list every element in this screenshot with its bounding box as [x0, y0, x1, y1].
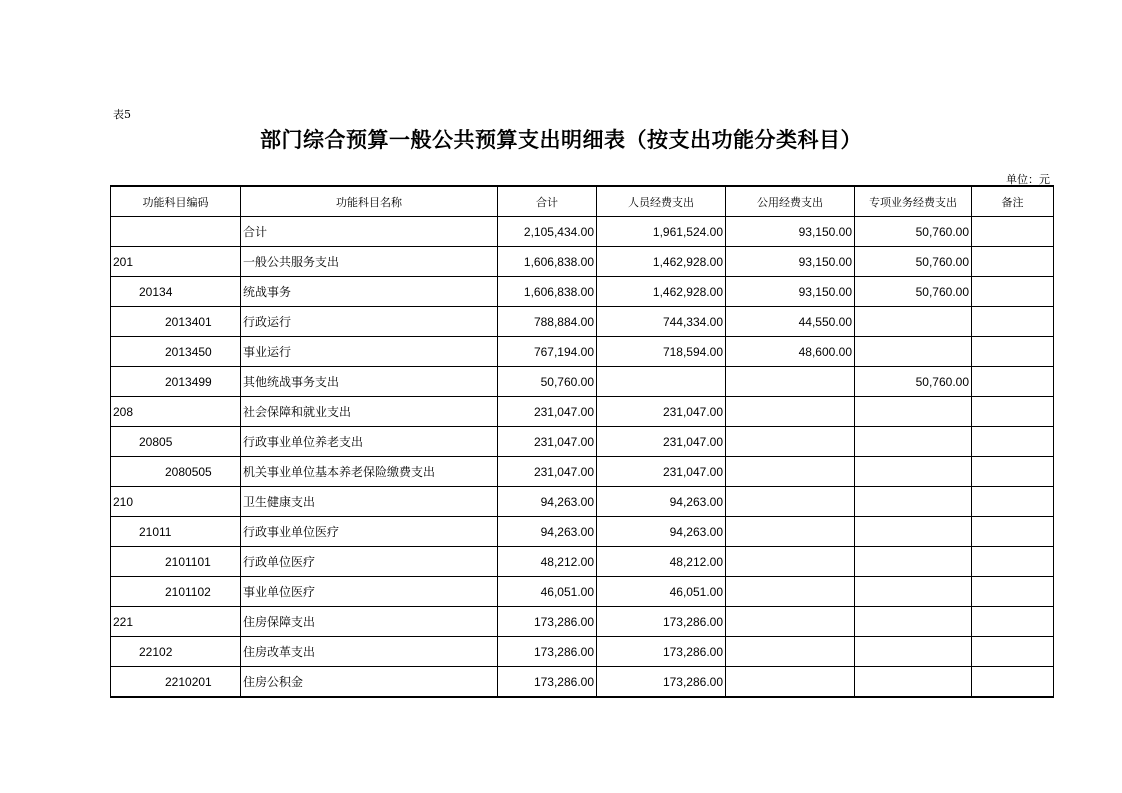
cell-special: 50,760.00 [855, 277, 972, 307]
table-row [111, 307, 1054, 337]
page-title: 部门综合预算一般公共预算支出明细表（按支出功能分类科目） [260, 128, 862, 152]
cell-remark [972, 577, 1054, 607]
header-total: 合计 [498, 186, 597, 217]
cell-personnel: 94,263.00 [597, 517, 726, 547]
cell-personnel: 231,047.00 [597, 397, 726, 427]
table-row [111, 337, 1054, 367]
cell-total: 173,286.00 [498, 667, 597, 698]
cell-total: 94,263.00 [498, 487, 597, 517]
cell-total: 2,105,434.00 [498, 217, 597, 247]
cell-remark [972, 217, 1054, 247]
cell-public [726, 517, 855, 547]
cell-total: 1,606,838.00 [498, 277, 597, 307]
cell-public [726, 577, 855, 607]
budget-table [110, 185, 1054, 698]
cell-total: 94,263.00 [498, 517, 597, 547]
header-remark: 备注 [972, 186, 1054, 217]
header-special: 专项业务经费支出 [855, 186, 972, 217]
cell-personnel [597, 367, 726, 397]
cell-public: 93,150.00 [726, 217, 855, 247]
cell-special: 50,760.00 [855, 367, 972, 397]
cell-name: 一般公共服务支出 [241, 247, 498, 277]
cell-total: 173,286.00 [498, 637, 597, 667]
cell-code: 2101102 [111, 577, 241, 607]
cell-special [855, 607, 972, 637]
cell-remark [972, 427, 1054, 457]
cell-name: 住房公积金 [241, 667, 498, 698]
cell-name: 统战事务 [241, 277, 498, 307]
cell-personnel: 46,051.00 [597, 577, 726, 607]
cell-public [726, 547, 855, 577]
cell-special [855, 307, 972, 337]
table-row [111, 487, 1054, 517]
table-row [111, 607, 1054, 637]
table-row [111, 637, 1054, 667]
table-row [111, 247, 1054, 277]
cell-public [726, 427, 855, 457]
cell-total: 46,051.00 [498, 577, 597, 607]
header-name: 功能科目名称 [241, 186, 498, 217]
cell-remark [972, 607, 1054, 637]
cell-code: 210 [111, 487, 241, 517]
cell-name: 住房改革支出 [241, 637, 498, 667]
cell-public: 93,150.00 [726, 247, 855, 277]
cell-personnel: 1,462,928.00 [597, 277, 726, 307]
cell-name: 社会保障和就业支出 [241, 397, 498, 427]
cell-name: 行政事业单位养老支出 [241, 427, 498, 457]
cell-personnel: 94,263.00 [597, 487, 726, 517]
cell-total: 788,884.00 [498, 307, 597, 337]
cell-code: 22102 [111, 637, 241, 667]
cell-special [855, 397, 972, 427]
cell-special [855, 427, 972, 457]
cell-name: 行政事业单位医疗 [241, 517, 498, 547]
header-code: 功能科目编码 [111, 186, 241, 217]
cell-public [726, 487, 855, 517]
table-row [111, 517, 1054, 547]
cell-personnel: 231,047.00 [597, 457, 726, 487]
cell-code: 2101101 [111, 547, 241, 577]
cell-public: 44,550.00 [726, 307, 855, 337]
table-row [111, 457, 1054, 487]
cell-remark [972, 367, 1054, 397]
cell-public [726, 667, 855, 698]
cell-code: 21011 [111, 517, 241, 547]
cell-special [855, 547, 972, 577]
cell-code: 2013450 [111, 337, 241, 367]
cell-special [855, 457, 972, 487]
cell-remark [972, 397, 1054, 427]
cell-code: 2080505 [111, 457, 241, 487]
cell-public: 93,150.00 [726, 277, 855, 307]
cell-name: 机关事业单位基本养老保险缴费支出 [241, 457, 498, 487]
cell-personnel: 48,212.00 [597, 547, 726, 577]
table-row [111, 577, 1054, 607]
cell-personnel: 173,286.00 [597, 607, 726, 637]
cell-code: 2013401 [111, 307, 241, 337]
header-public: 公用经费支出 [726, 186, 855, 217]
cell-public [726, 367, 855, 397]
cell-remark [972, 247, 1054, 277]
cell-name: 其他统战事务支出 [241, 367, 498, 397]
cell-total: 231,047.00 [498, 427, 597, 457]
table-body [111, 217, 1054, 698]
table-row [111, 397, 1054, 427]
cell-public [726, 607, 855, 637]
cell-code: 221 [111, 607, 241, 637]
cell-code: 20134 [111, 277, 241, 307]
cell-special: 50,760.00 [855, 217, 972, 247]
cell-special: 50,760.00 [855, 247, 972, 277]
cell-special [855, 667, 972, 698]
cell-name: 行政运行 [241, 307, 498, 337]
cell-remark [972, 637, 1054, 667]
cell-special [855, 517, 972, 547]
cell-personnel: 231,047.00 [597, 427, 726, 457]
cell-remark [972, 457, 1054, 487]
table-row [111, 367, 1054, 397]
cell-code: 2210201 [111, 667, 241, 698]
cell-total: 231,047.00 [498, 457, 597, 487]
cell-personnel: 744,334.00 [597, 307, 726, 337]
cell-personnel: 1,462,928.00 [597, 247, 726, 277]
cell-public: 48,600.00 [726, 337, 855, 367]
cell-personnel: 173,286.00 [597, 637, 726, 667]
cell-code: 20805 [111, 427, 241, 457]
table-header-row [111, 186, 1054, 217]
cell-total: 48,212.00 [498, 547, 597, 577]
cell-name: 事业运行 [241, 337, 498, 367]
table-row [111, 277, 1054, 307]
cell-total: 173,286.00 [498, 607, 597, 637]
cell-personnel: 173,286.00 [597, 667, 726, 698]
cell-remark [972, 547, 1054, 577]
cell-remark [972, 517, 1054, 547]
cell-special [855, 577, 972, 607]
cell-code: 2013499 [111, 367, 241, 397]
cell-public [726, 397, 855, 427]
cell-special [855, 637, 972, 667]
table-row [111, 667, 1054, 698]
table-row [111, 427, 1054, 457]
cell-code: 208 [111, 397, 241, 427]
cell-public [726, 637, 855, 667]
cell-name: 合计 [241, 217, 498, 247]
cell-name: 卫生健康支出 [241, 487, 498, 517]
cell-remark [972, 337, 1054, 367]
unit-label: 单位：元 [1006, 173, 1050, 186]
cell-personnel: 718,594.00 [597, 337, 726, 367]
cell-total: 1,606,838.00 [498, 247, 597, 277]
table-number-label: 表5 [113, 108, 131, 121]
table-row [111, 547, 1054, 577]
cell-total: 231,047.00 [498, 397, 597, 427]
cell-remark [972, 307, 1054, 337]
cell-total: 767,194.00 [498, 337, 597, 367]
cell-name: 住房保障支出 [241, 607, 498, 637]
cell-remark [972, 277, 1054, 307]
cell-code [111, 217, 241, 247]
cell-special [855, 337, 972, 367]
cell-remark [972, 487, 1054, 517]
cell-special [855, 487, 972, 517]
cell-name: 行政单位医疗 [241, 547, 498, 577]
cell-code: 201 [111, 247, 241, 277]
cell-public [726, 457, 855, 487]
header-personnel: 人员经费支出 [597, 186, 726, 217]
cell-name: 事业单位医疗 [241, 577, 498, 607]
cell-personnel: 1,961,524.00 [597, 217, 726, 247]
table-row [111, 217, 1054, 247]
cell-remark [972, 667, 1054, 698]
cell-total: 50,760.00 [498, 367, 597, 397]
